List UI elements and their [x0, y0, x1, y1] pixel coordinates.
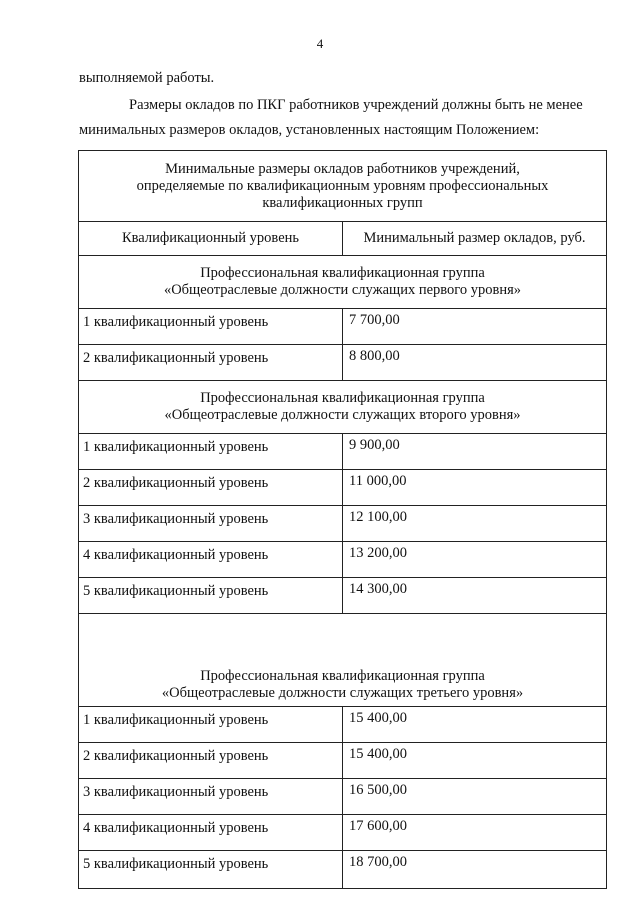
level-cell: 5 квалификационный уровень [79, 578, 343, 614]
table-row [79, 779, 607, 815]
header-level: Квалификационный уровень [79, 222, 343, 256]
group-title-line: Профессиональная квалификационная группа [200, 265, 485, 281]
level-cell: 1 квалификационный уровень [79, 707, 343, 743]
salary-cell: 15 400,00 [343, 707, 607, 743]
header-salary: Минимальный размер окладов, руб. [343, 222, 607, 256]
table-header-row [79, 222, 607, 256]
group-title-row [79, 614, 607, 707]
table-row [79, 851, 607, 889]
salary-cell: 9 900,00 [343, 434, 607, 470]
table-row [79, 309, 607, 345]
level-cell: 5 квалификационный уровень [79, 851, 343, 889]
salary-cell: 11 000,00 [343, 470, 607, 506]
table-row [79, 743, 607, 779]
salary-cell: 7 700,00 [343, 309, 607, 345]
level-cell: 3 квалификационный уровень [79, 779, 343, 815]
table-title-line: определяемые по квалификационным уровням профессиональных [136, 177, 549, 194]
table-title-line: Минимальные размеры окладов работников учреждений, [165, 160, 520, 177]
paragraph-intro: Размеры окладов по ПКГ работников учреждений должны быть не менее [129, 97, 583, 113]
table-row [79, 542, 607, 578]
table-title-line: квалификационных групп [262, 194, 423, 211]
table-row [79, 707, 607, 743]
page-number: 4 [316, 36, 324, 51]
paragraph-intro-continued: минимальных размеров окладов, установленных настоящим Положением: [79, 122, 540, 138]
salary-cell: 16 500,00 [343, 779, 607, 815]
table-row [79, 434, 607, 470]
group-title-line: «Общеотраслевые должности служащих третьего уровня» [161, 685, 524, 701]
salary-cell: 12 100,00 [343, 506, 607, 542]
level-cell: 4 квалификационный уровень [79, 542, 343, 578]
level-cell: 1 квалификационный уровень [79, 309, 343, 345]
salary-cell: 8 800,00 [343, 345, 607, 381]
group-title-row [79, 256, 607, 309]
level-cell: 1 квалификационный уровень [79, 434, 343, 470]
group-title-cell [79, 381, 607, 434]
group-title-line: Профессиональная квалификационная группа [200, 390, 485, 406]
table-title-row [79, 151, 607, 222]
salary-table [78, 150, 607, 889]
table-row [79, 815, 607, 851]
salary-cell: 15 400,00 [343, 743, 607, 779]
salary-cell: 14 300,00 [343, 578, 607, 614]
salary-cell: 18 700,00 [343, 851, 607, 889]
level-cell: 2 квалификационный уровень [79, 743, 343, 779]
paragraph-continuation: выполняемой работы. [79, 70, 215, 86]
table-title-cell [79, 151, 607, 222]
level-cell: 2 квалификационный уровень [79, 345, 343, 381]
salary-cell: 17 600,00 [343, 815, 607, 851]
table-row [79, 578, 607, 614]
group-title-row [79, 381, 607, 434]
level-cell: 2 квалификационный уровень [79, 470, 343, 506]
level-cell: 4 квалификационный уровень [79, 815, 343, 851]
level-cell: 3 квалификационный уровень [79, 506, 343, 542]
group-title-line: Профессиональная квалификационная группа [200, 668, 485, 684]
table-row [79, 470, 607, 506]
group-title-cell [79, 256, 607, 309]
salary-cell: 13 200,00 [343, 542, 607, 578]
group-title-cell [79, 614, 607, 707]
group-title-line: «Общеотраслевые должности служащих первого уровня» [163, 282, 522, 298]
table-row [79, 506, 607, 542]
group-title-line: «Общеотраслевые должности служащих второго уровня» [164, 407, 521, 423]
table-row [79, 345, 607, 381]
